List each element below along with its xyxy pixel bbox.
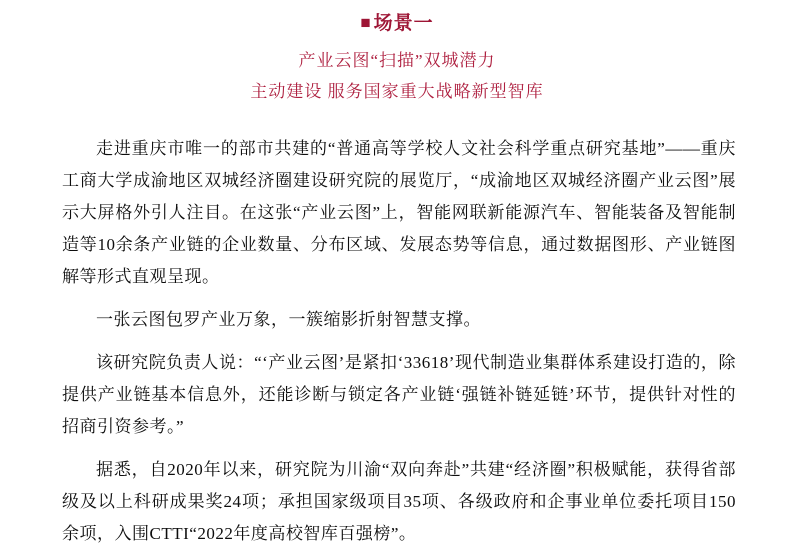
article-paragraph: 走进重庆市唯一的部市共建的“普通高等学校人文社会科学重点研究基地”——重庆工商大学成渝地区双城经济圈建设研究院的展览厅，“成渝地区双城经济圈产业云图”展示大屏格外引人注目。在这张“产业云图”上，智能网联新能源汽车、智能装备及智能制造等10余条产业链的企业数量、分布区域、发展态势等信息，通过数据图形、产业链图解等形式直观呈现。 [62, 139, 736, 286]
article-paragraph: 一张云图包罗产业万象，一簇缩影折射智慧支撑。 [96, 310, 481, 329]
article-subtitle-line1: 产业云图“扫描”双城潜力 [298, 51, 496, 70]
scene-heading-text: 场景一 [373, 13, 434, 34]
article-paragraph: 该研究院负责人说：“‘产业云图’是紧扣‘33618’现代制造业集群体系建设打造的，除提供产业链基本信息外，还能诊断与锁定各产业链‘强链补链延链’环节，提供针对性的招商引资参考。” [62, 353, 736, 436]
article-body [62, 133, 736, 550]
scene-heading [0, 0, 794, 34]
article-paragraph: 据悉，自2020年以来，研究院为川渝“双向奔赴”共建“经济圈”积极赋能，获得省部级及以上科研成果奖24项；承担国家级项目35项、各级政府和企事业单位委托项目150余项，入围CTTI“2022年度高校智库百强榜”。 [62, 460, 736, 543]
article-header [0, 0, 794, 101]
article-subtitle-line2: 主动建设 服务国家重大战略新型智库 [250, 82, 544, 101]
square-bullet-icon: ■ [360, 13, 372, 32]
